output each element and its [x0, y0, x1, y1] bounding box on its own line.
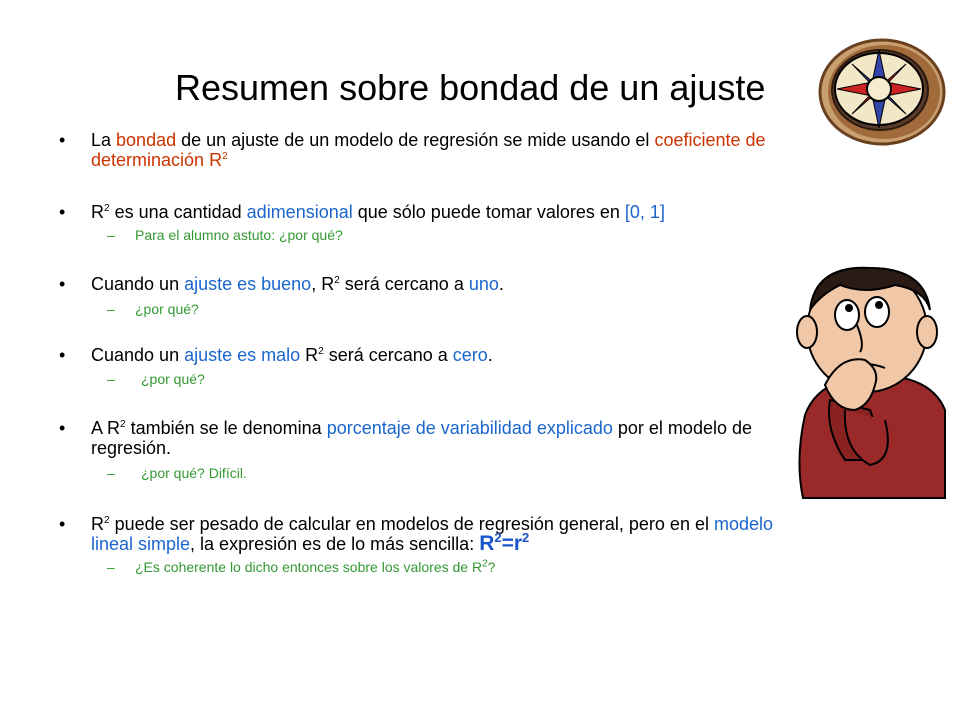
bullet-ajuste-bueno: • Cuando un ajuste es bueno, $R^2$ será cercano a uno. [59, 274, 504, 294]
sub-bullet-astuto: – Para el alumno astuto: ¿por qué? [107, 227, 343, 243]
bullet-marker: • [59, 418, 66, 438]
sub-bullet-por-que-1: – ¿por qué? [107, 301, 199, 317]
bullet-marker: • [59, 274, 66, 294]
formula-r2: $R^2=r^2$ [479, 530, 530, 555]
bullet-marker: • [59, 345, 66, 365]
sub-bullet-por-que-2: – ¿por qué? [107, 371, 205, 387]
bullet-modelo-lineal: • $R^2$ puede ser pesado de calcular en modelos de regresión general, pero en el modelo lineal simple, la expresión es de lo más sencilla: $R^2=r^2$ [59, 514, 774, 555]
bullet-bondad: • La bondad de un ajuste de un modelo de regresión se mide usando el coeficiente de determinación $R^2$ [59, 130, 766, 170]
sub-bullet-coherente: – ¿Es coherente lo dicho entonces sobre los valores de $R^2$? [107, 558, 496, 575]
bullet-adimensional: • $R^2$ es una cantidad adimensional que sólo puede tomar valores en [0, 1] [59, 202, 665, 222]
bullet-porcentaje-variabilidad: • A $R^2$ también se le denomina porcentaje de variabilidad explicado por el modelo de regresión. [59, 418, 752, 458]
bullet-marker: • [59, 514, 66, 534]
sub-bullet-dificil: – ¿por qué? Difícil. [107, 465, 247, 481]
bullet-ajuste-malo: • Cuando un ajuste es malo $R^2$ será cercano a cero. [59, 345, 493, 365]
bullet-marker: • [59, 202, 66, 222]
compass-icon [812, 36, 952, 148]
slide-title: Resumen sobre bondad de un ajuste [175, 67, 766, 108]
thinking-man-illustration [785, 260, 950, 500]
bullet-marker: • [59, 130, 66, 150]
